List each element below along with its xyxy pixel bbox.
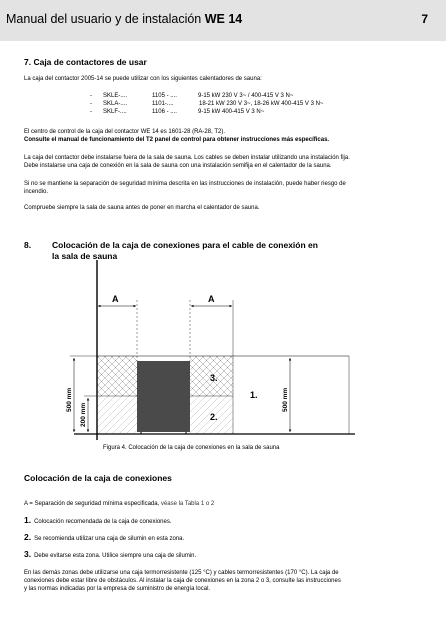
obstacle-free-text: conexiones debe estar libre de obstáculos. Al instalar la caja de conexiones en la zona 2 o 3, consulte las instrucciones <box>24 578 341 584</box>
safety-distance-definition: A = Separación de seguridad mínima especificada, <box>24 501 160 507</box>
fire-risk-text-end: incendio. <box>24 189 49 195</box>
model-name: SKLA-.... <box>103 101 128 107</box>
consult-manual-text: Consulte el manual de funcionamiento del T2 panel de control para obtener instrucciones más específicas. <box>24 137 330 143</box>
zone-2-area-left <box>97 396 137 434</box>
section8-number: 8. <box>24 240 32 250</box>
list-item <box>24 515 172 525</box>
model-dash: - <box>90 101 92 107</box>
title-text: Manual del usuario y de instalación <box>6 12 205 26</box>
section8-heading-line2: la sala de sauna <box>52 251 118 261</box>
zone-2-label: 2. <box>210 412 218 422</box>
zone-3-label: 3. <box>210 373 218 383</box>
item-text: Debe evitarse esta zona. Utilice siempre una caja de silumin. <box>34 553 197 559</box>
list-item <box>24 549 196 559</box>
model-name: WE 14 <box>204 12 243 26</box>
sauna-heater <box>137 361 190 432</box>
item-text: Colocación recomendada de la caja de conexiones. <box>34 519 172 525</box>
install-outside-text: La caja del contactor debe instalarse fuera de la sala de sauna. Los cables se deben instalar utilizando una instalación fija. <box>24 155 350 161</box>
label-a-left: A <box>112 294 119 304</box>
check-sauna-text: Compruebe siempre la sala de sauna antes de poner en marcha el calentador de sauna. <box>24 205 260 211</box>
list-item <box>24 532 184 542</box>
zone-3-area-left <box>97 356 137 396</box>
colocacion-heading: Colocación de la caja de conexiones <box>24 473 172 483</box>
table-reference: véase la Tabla 1 o 2 <box>160 501 215 507</box>
safety-distance-text <box>24 500 214 508</box>
energy-company-text: y las normas indicadas por la empresa de suministro de energía local. <box>24 586 211 592</box>
model-name: SKLF-.... <box>103 109 127 115</box>
item-number: 3. <box>24 549 32 559</box>
label-500-left: 500 mm <box>66 387 73 412</box>
model-spec: 9-15 kW 230 V 3~ / 400-415 V 3 N~ <box>198 93 294 99</box>
figure-caption: Figura 4. Colocación de la caja de conexiones en la sala de sauna <box>103 445 280 451</box>
item-number: 1. <box>24 515 32 525</box>
section7-intro: La caja del contactor 2005-14 se puede utilizar con los siguientes calentadores de sauna: <box>24 76 262 82</box>
model-name: SKLE-.... <box>103 93 128 99</box>
model-dash: - <box>90 93 92 99</box>
control-center-text: El centro de control de la caja del contactor WE 14 es 1601-28 (RA-28, T2). <box>24 129 225 135</box>
section7-heading: 7. Caja de contactores de usar <box>24 57 147 67</box>
fire-risk-text: Si no se mantiene la separación de seguridad mínima descrita en las instrucciones de instalación, puede haber riesgo de <box>24 181 346 187</box>
model-dash: - <box>90 109 92 115</box>
install-junction-text: Debe instalarse una caja de conexión en la sala de sauna con una instalación semifija en el calentador de la sauna. <box>24 163 332 169</box>
model-spec: 9-15 kW 400-415 V 3 N~ <box>198 109 265 115</box>
item-number: 2. <box>24 532 32 542</box>
zone-1-label: 1. <box>250 390 258 400</box>
model-code: 1101-.... <box>152 101 174 107</box>
heat-resistant-text: En las demás zonas debe utilizarse una caja termorresistente (125 °C) y cables termorresistentes (170 °C). La caja de <box>24 570 339 576</box>
label-200: 200 mm <box>80 402 87 427</box>
label-a-right: A <box>208 294 215 304</box>
section8-heading-line1: Colocación de la caja de conexiones para el cable de conexión en <box>52 240 318 250</box>
model-spec: 18-21 kW 230 V 3~, 18-26 kW 400-415 V 3 N~ <box>199 101 324 107</box>
page-number: 7 <box>421 12 428 26</box>
model-code: 1105 - .... <box>152 93 177 99</box>
item-text: Se recomienda utilizar una caja de silumin en esta zona. <box>34 536 185 542</box>
label-500-right: 500 mm <box>282 387 289 412</box>
model-code: 1106 - .... <box>152 109 177 115</box>
